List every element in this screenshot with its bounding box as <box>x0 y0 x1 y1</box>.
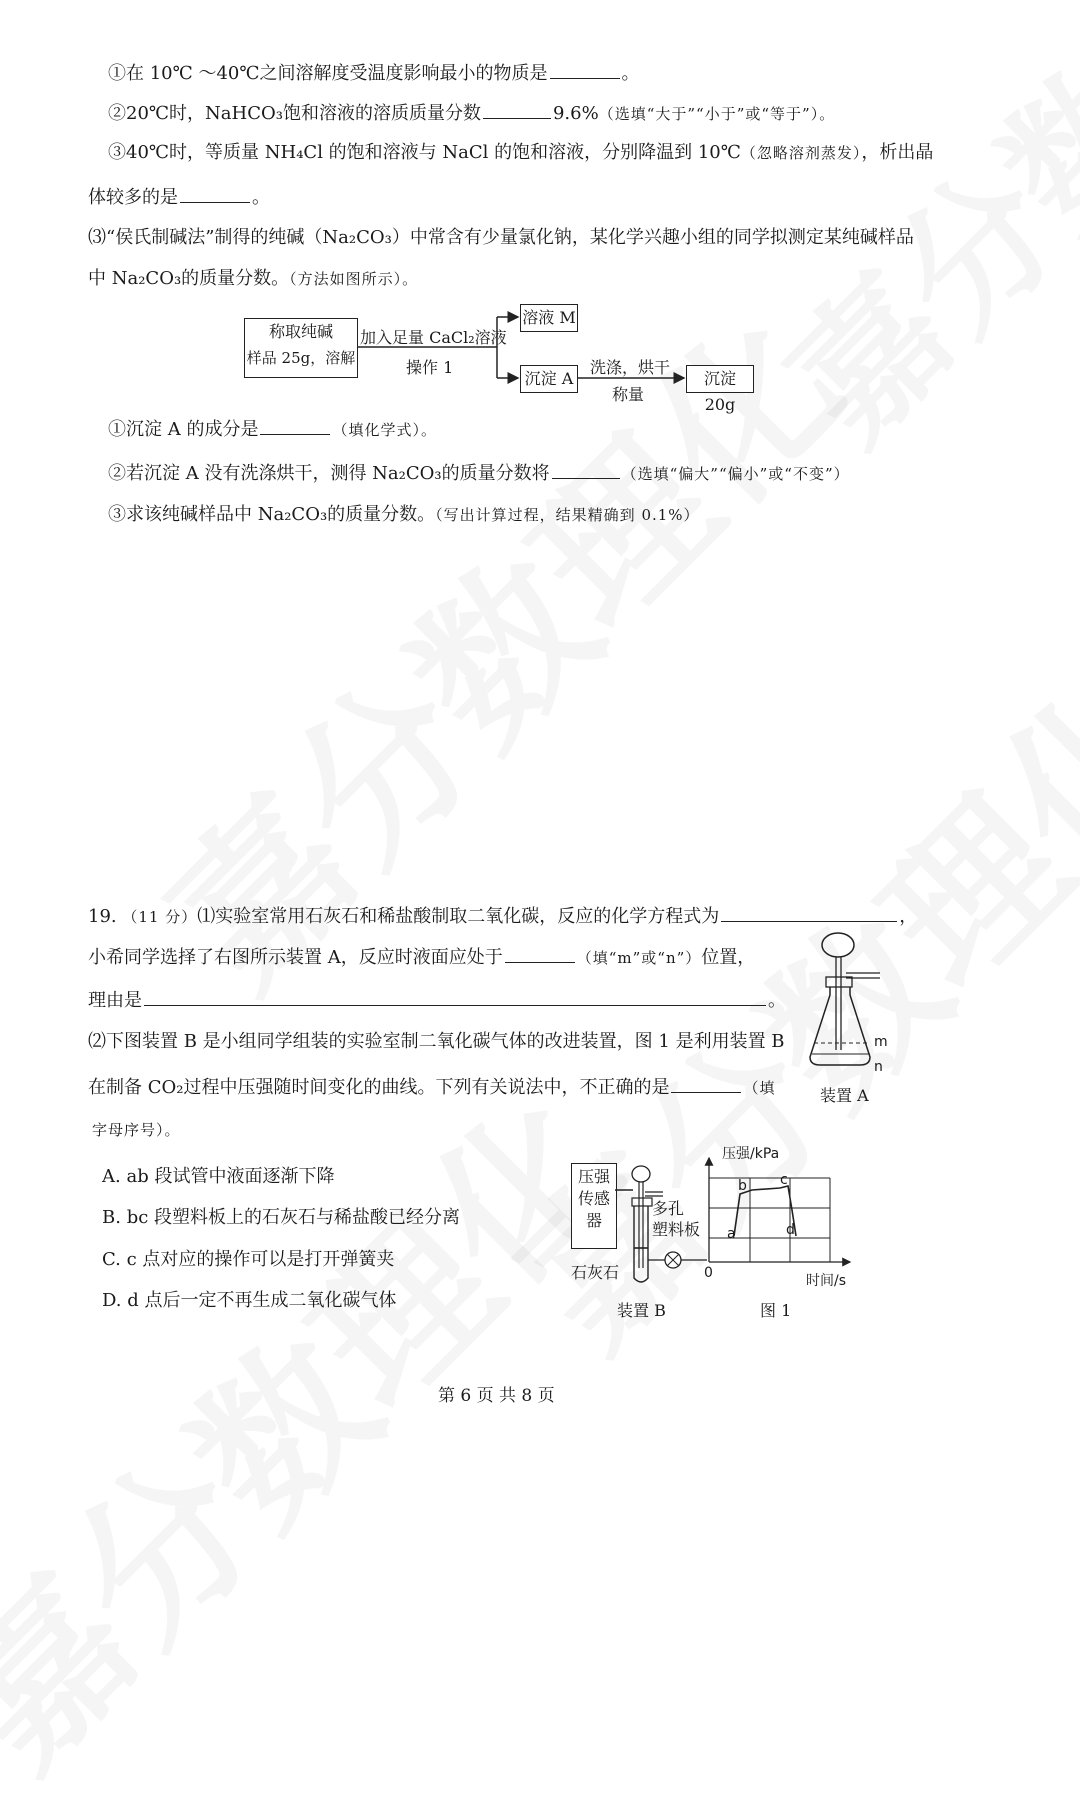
option-b[interactable]: B. bc 段塑料板上的石灰石与稀盐酸已经分离 <box>102 1207 461 1228</box>
answer-blank[interactable] <box>505 944 575 963</box>
figure-1-xlabel: 时间/s <box>806 1273 847 1289</box>
question-19-line2: 小希同学选择了右图所示装置 A，反应时液面应处于 （填“m”或“n”）位置， <box>88 944 755 970</box>
flow-arrow-label-top: 加入足量 CaCl₂溶液 <box>360 328 507 347</box>
question-19-line1: 19. （11 分）⑴实验室常用石灰石和稀盐酸制取二氧化碳，反应的化学方程式为 ， <box>88 903 917 929</box>
question-19-line3: 理由是 。 <box>88 987 786 1013</box>
question-2-2: ②20℃时，NaHCO₃饱和溶液的溶质质量分数 9.6%（选填“大于”“小于”或“等于”）。 <box>108 100 835 126</box>
apparatus-a-m: m <box>874 1034 888 1050</box>
flow-start-box: 称取纯碱 样品 25g，溶解 <box>244 318 358 378</box>
pressure-sensor-box: 压强 传感 器 <box>571 1163 617 1249</box>
question-19-part2-line2: 在制备 CO₂过程中压强随时间变化的曲线。下列有关说法中，不正确的是 （填 <box>88 1074 775 1100</box>
part-3-intro-cont: 中 Na₂CO₃的质量分数。（方法如图所示）。 <box>88 268 419 289</box>
flow-solution-box: 溶液 M <box>520 304 578 332</box>
flow-arrow-label-bottom: 操作 1 <box>406 358 454 377</box>
figure-1-point-c: c <box>780 1172 788 1188</box>
flow-arrows <box>0 0 1080 420</box>
question-2-3-cont: 体较多的是 。 <box>88 184 270 210</box>
option-a[interactable]: A. ab 段试管中液面逐渐下降 <box>102 1166 335 1187</box>
answer-blank[interactable] <box>144 987 766 1006</box>
figure-1-label: 图 1 <box>760 1301 792 1320</box>
figure-1-ylabel: 压强/kPa <box>722 1146 780 1162</box>
page-footer: 第 6 页 共 8 页 <box>438 1386 555 1406</box>
figure-1-chart <box>700 1150 860 1285</box>
flow-precipitate-box: 沉淀 A <box>520 365 578 393</box>
flow-result-box: 沉淀 20g <box>686 365 754 393</box>
apparatus-a <box>800 925 910 1085</box>
question-3-3: ③求该纯碱样品中 Na₂CO₃的质量分数。（写出计算过程，结果精确到 0.1%） <box>108 504 700 525</box>
option-c[interactable]: C. c 点对应的操作可以是打开弹簧夹 <box>102 1249 395 1270</box>
answer-blank[interactable] <box>260 416 330 435</box>
question-19-part2-line1: ⑵下图装置 B 是小组同学组装的实验室制二氧化碳气体的改进装置，图 1 是利用装置 B <box>88 1031 785 1052</box>
apparatus-a-label: 装置 A <box>820 1086 869 1105</box>
flow-wash-label: 洗涤，烘干 <box>590 358 671 377</box>
flow-weigh-label: 称量 <box>612 385 645 404</box>
question-3-1: ①沉淀 A 的成分是 （填化学式）。 <box>108 416 437 442</box>
apparatus-a-n: n <box>874 1059 883 1075</box>
answer-blank[interactable] <box>552 460 620 479</box>
porous-plate-label: 多孔 塑料板 <box>652 1199 701 1239</box>
part-3-intro: ⑶“侯氏制碱法”制得的纯碱（Na₂CO₃）中常含有少量氯化钠，某化学兴趣小组的同学拟测定某纯碱样品 <box>88 227 914 248</box>
figure-1-point-d: d <box>786 1222 795 1238</box>
figure-1-point-b: b <box>738 1178 747 1194</box>
question-2-1: ①在 10℃ ～40℃之间溶解度受温度影响最小的物质是 。 <box>108 60 640 86</box>
option-d[interactable]: D. d 点后一定不再生成二氧化碳气体 <box>102 1290 397 1311</box>
figure-1-point-a: a <box>727 1226 736 1242</box>
question-2-3: ③40℃时，等质量 NH₄Cl 的饱和溶液与 NaCl 的饱和溶液，分别降温到 10℃（忽略溶剂蒸发），析出晶 <box>108 142 934 163</box>
figure-1-origin: 0 <box>704 1265 713 1281</box>
question-19-part2-line3: 字母序号）。 <box>92 1121 181 1139</box>
answer-blank[interactable] <box>671 1074 741 1093</box>
answer-blank[interactable] <box>721 903 897 922</box>
question-3-2: ②若沉淀 A 没有洗涤烘干，测得 Na₂CO₃的质量分数将 （选填“偏大”“偏小”或“不变”） <box>108 460 850 486</box>
apparatus-b-label: 装置 B <box>617 1301 666 1320</box>
limestone-label: 石灰石 <box>571 1263 620 1282</box>
watermark <box>0 1035 662 1809</box>
